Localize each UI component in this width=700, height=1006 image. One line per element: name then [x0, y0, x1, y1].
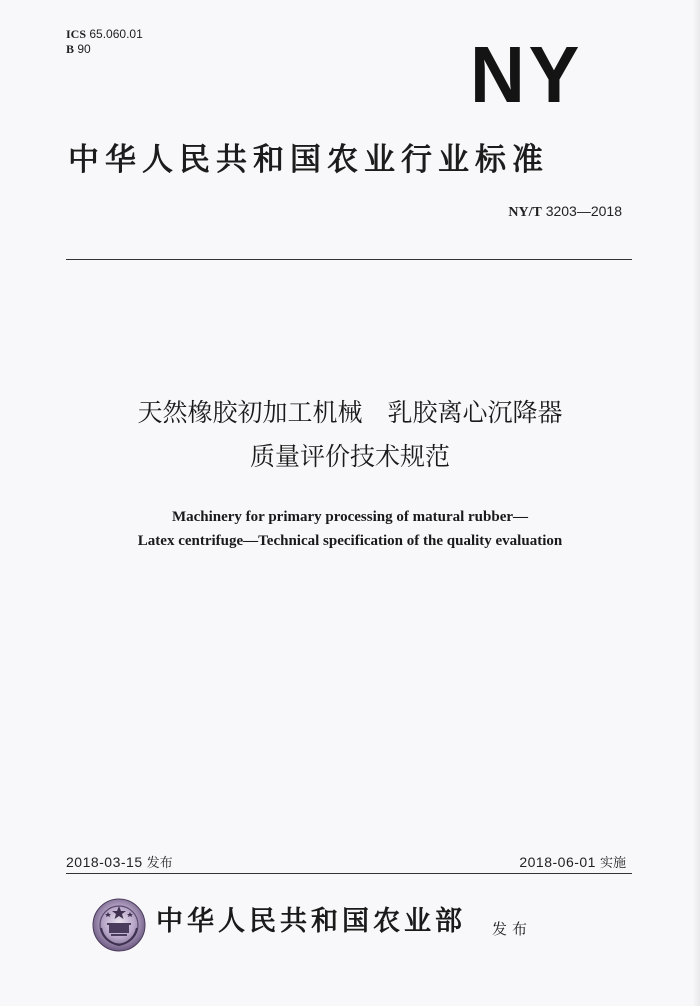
implementation-date	[519, 852, 626, 871]
standard-number	[508, 203, 622, 221]
issue-date	[66, 852, 173, 871]
issue-date-value: 2018-03-15	[66, 854, 143, 870]
standard-number-value: 3203—2018	[545, 203, 622, 219]
implement-date-value: 2018-06-01	[519, 854, 596, 870]
title-en-line-2: Latex centrifuge—Technical specification of the quality evaluation	[137, 533, 563, 549]
document-title-english	[0, 505, 700, 553]
page-edge-shadow	[692, 0, 700, 1006]
issue-date-label: 发布	[146, 856, 173, 871]
standard-number-prefix: NY/T	[508, 205, 542, 220]
classification-codes	[66, 27, 143, 57]
standard-category-title: 中华人民共和国农业行业标准	[68, 142, 549, 178]
national-emblem-icon	[92, 898, 146, 952]
publish-label: 发布	[492, 920, 533, 938]
title-cn-line-1: 天然橡胶初加工机械 乳胶离心沉降器	[137, 398, 563, 427]
top-divider	[66, 259, 632, 260]
ics-line	[66, 27, 143, 42]
publisher-name: 中华人民共和国农业部	[156, 906, 466, 937]
ics-label: ICS	[66, 27, 87, 41]
ny-logo: NY	[470, 30, 584, 119]
title-en-line-1: Machinery for primary processing of matural rubber—	[171, 509, 529, 525]
ccs-code: 90	[77, 42, 91, 56]
ccs-line	[66, 42, 143, 57]
title-cn-line-2: 质量评价技术规范	[249, 442, 450, 471]
implement-date-label: 实施	[599, 856, 626, 871]
ics-code: 65.060.01	[89, 27, 143, 41]
bottom-divider	[66, 873, 632, 874]
ccs-label: B	[66, 42, 75, 56]
document-title-chinese	[0, 391, 700, 479]
